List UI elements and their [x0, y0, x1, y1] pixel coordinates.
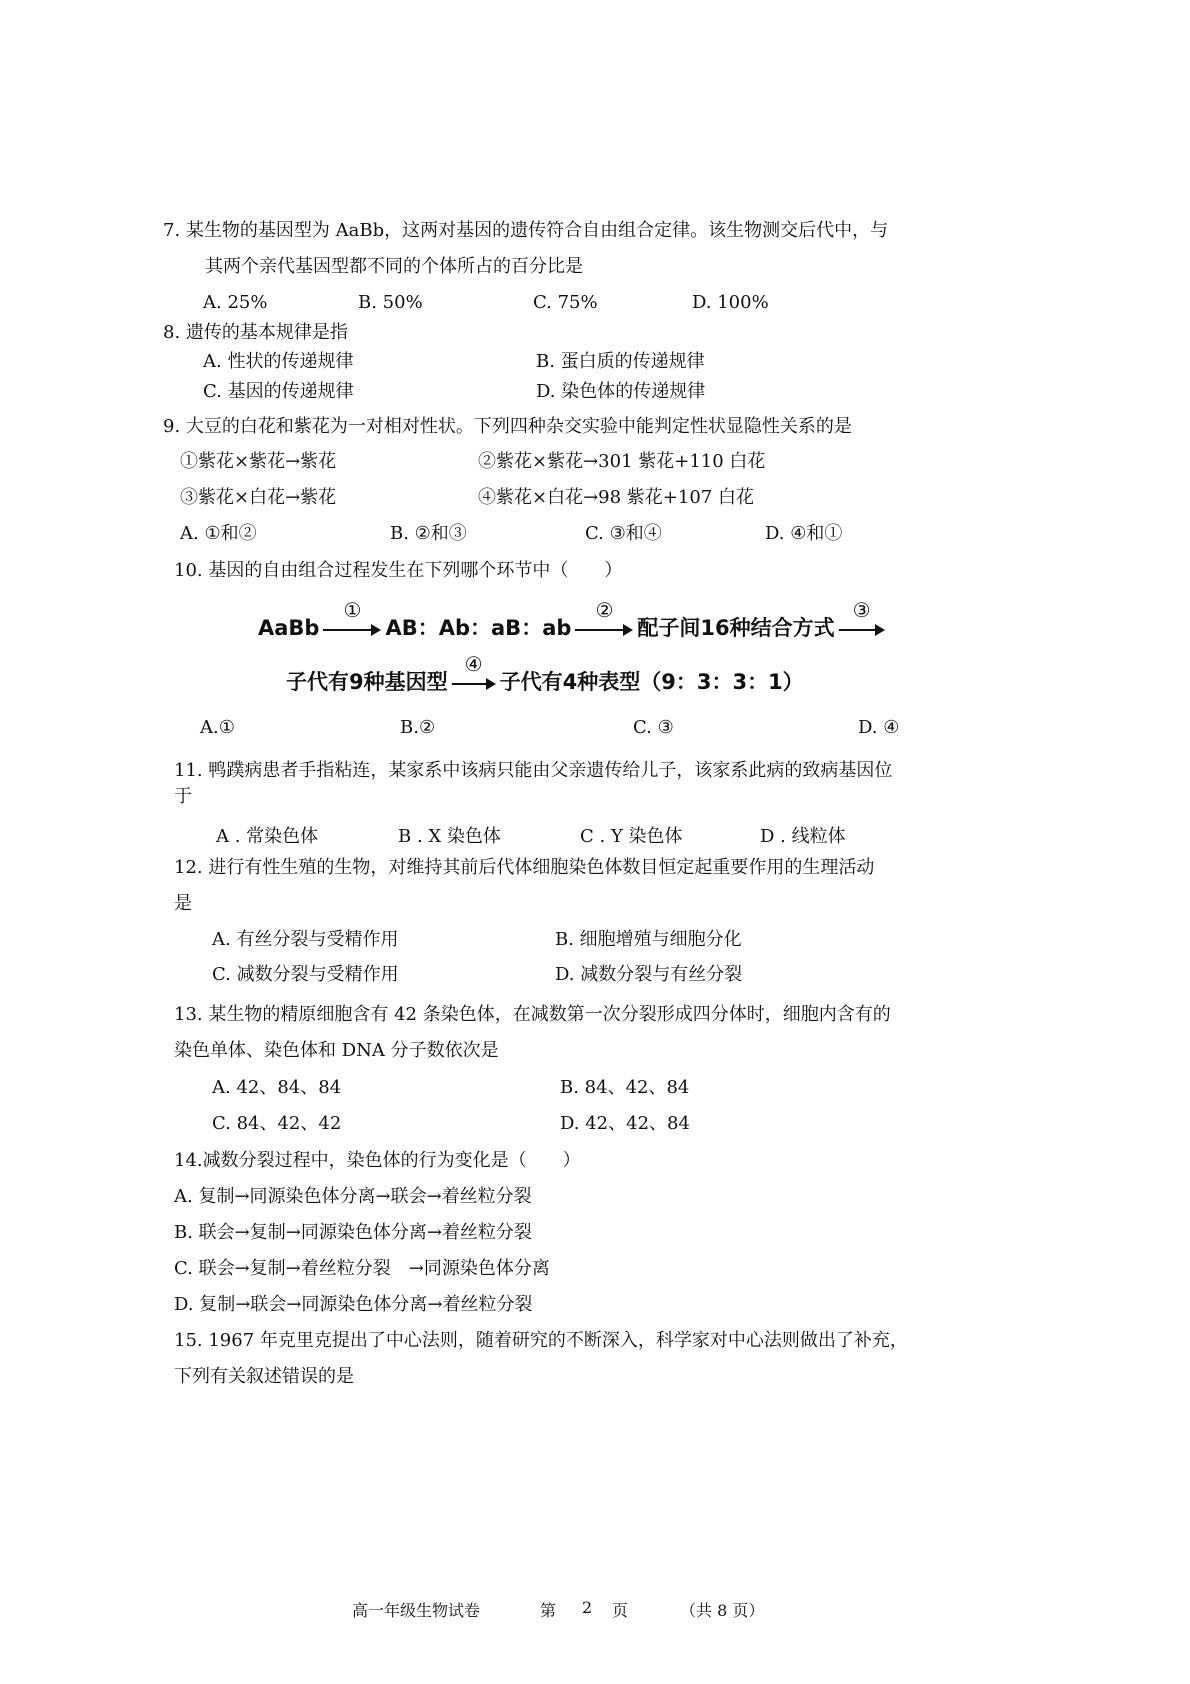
- step-1-label: ①: [343, 598, 362, 622]
- q7-option-d: D. 100%: [692, 292, 769, 313]
- step-3-label: ③: [852, 598, 871, 622]
- q9-option-d: D. ④和①: [765, 523, 843, 544]
- q9-experiment-4: ④紫花×白花→98 紫花+107 白花: [478, 487, 754, 508]
- q13-stem-line2: 染色单体、染色体和 DNA 分子数依次是: [174, 1040, 499, 1061]
- step-4-label: ④: [464, 652, 483, 676]
- q9-option-a: A. ①和②: [180, 523, 257, 544]
- q10-option-b: B.②: [400, 717, 436, 738]
- q8-option-b: B. 蛋白质的传递规律: [536, 351, 705, 372]
- q11-stem-line1: 11. 鸭蹼病患者手指粘连，某家系中该病只能由父亲遗传给儿子，该家系此病的致病基因位: [174, 760, 893, 781]
- q15-stem-line1: 15. 1967 年克里克提出了中心法则，随着研究的不断深入，科学家对中心法则做出了补充，: [174, 1330, 908, 1351]
- q11-option-d: D . 线粒体: [760, 826, 846, 847]
- q9-experiment-3: ③紫花×白花→紫花: [180, 487, 337, 508]
- q7-option-c: C. 75%: [533, 292, 598, 313]
- q12-stem-line1: 12. 进行有性生殖的生物，对维持其前后代体细胞染色体数目恒定起重要作用的生理活动: [174, 857, 875, 878]
- footer-page-suffix: 页: [612, 1601, 629, 1620]
- q7-option-a: A. 25%: [203, 292, 268, 313]
- q11-stem-line2: 于: [174, 786, 192, 807]
- q8-stem: 8. 遗传的基本规律是指: [163, 322, 348, 343]
- q12-option-d: D. 减数分裂与有丝分裂: [555, 964, 743, 985]
- flow-genotypes: 子代有9种基因型: [286, 670, 448, 694]
- q13-option-b: B. 84、42、84: [560, 1077, 690, 1098]
- step-2-label: ②: [595, 598, 614, 622]
- arrow-step-4: [452, 652, 496, 694]
- q13-option-d: D. 42、42、84: [560, 1113, 690, 1134]
- q12-option-a: A. 有丝分裂与受精作用: [212, 929, 399, 950]
- q11-option-a: A . 常染色体: [216, 826, 319, 847]
- q12-option-c: C. 减数分裂与受精作用: [212, 964, 399, 985]
- q14-option-c: C. 联会→复制→着丝粒分裂 →同源染色体分离: [174, 1258, 550, 1279]
- flow-genotype-aabb: AaBb: [258, 616, 320, 640]
- q11-option-b: B . X 染色体: [398, 826, 501, 847]
- flow-gametes: AB：Ab：aB：ab: [385, 616, 572, 640]
- q7-stem-line2: 其两个亲代基因型都不同的个体所占的百分比是: [205, 256, 583, 277]
- q10-flow-row2: [286, 652, 804, 696]
- flow-phenotypes: 子代有4种表型（9：3：3：1）: [499, 670, 804, 694]
- q13-stem-line1: 13. 某生物的精原细胞含有 42 条染色体，在减数第一次分裂形成四分体时，细胞内含有的: [174, 1004, 891, 1025]
- q9-experiment-2: ②紫花×紫花→301 紫花+110 白花: [478, 451, 766, 472]
- q13-option-a: A. 42、84、84: [212, 1077, 342, 1098]
- q10-option-a: A.①: [200, 717, 235, 738]
- q14-option-b: B. 联会→复制→同源染色体分离→着丝粒分裂: [174, 1222, 532, 1243]
- q14-option-a: A. 复制→同源染色体分离→联会→着丝粒分裂: [174, 1186, 532, 1207]
- q8-option-d: D. 染色体的传递规律: [536, 381, 706, 402]
- q10-option-d: D. ④: [858, 717, 900, 738]
- q10-flow-row1: [258, 598, 889, 642]
- q13-option-c: C. 84、42、42: [212, 1113, 342, 1134]
- q12-stem-line2: 是: [174, 893, 192, 914]
- q10-option-c: C. ③: [633, 717, 674, 738]
- q14-option-d: D. 复制→联会→同源染色体分离→着丝粒分裂: [174, 1294, 533, 1315]
- q11-option-c: C . Y 染色体: [580, 826, 683, 847]
- q14-stem: 14.减数分裂过程中，染色体的行为变化是（ ）: [174, 1150, 581, 1171]
- q10-stem: 10. 基因的自由组合过程发生在下列哪个环节中（ ）: [174, 560, 623, 581]
- q8-option-a: A. 性状的传递规律: [203, 351, 354, 372]
- flow-combinations: 配子间16种结合方式: [637, 616, 835, 640]
- footer-page-number: 2: [582, 1598, 593, 1617]
- q15-stem-line2: 下列有关叙述错误的是: [174, 1366, 354, 1387]
- footer-total-pages: （共 8 页）: [680, 1601, 765, 1620]
- q9-stem: 9. 大豆的白花和紫花为一对相对性状。下列四种杂交实验中能判定性状显隐性关系的是: [163, 416, 852, 437]
- footer-exam-title: 高一年级生物试卷: [352, 1601, 481, 1620]
- arrow-step-1: [323, 598, 381, 640]
- q12-option-b: B. 细胞增殖与细胞分化: [555, 929, 742, 950]
- q9-experiment-1: ①紫花×紫花→紫花: [180, 451, 337, 472]
- q9-option-c: C. ③和④: [585, 523, 662, 544]
- footer-page-prefix: 第: [540, 1601, 557, 1620]
- q7-stem-line1: 7. 某生物的基因型为 AaBb，这两对基因的遗传符合自由组合定律。该生物测交后代中，与: [163, 220, 889, 241]
- q9-option-b: B. ②和③: [390, 523, 467, 544]
- arrow-step-2: [575, 598, 633, 640]
- arrow-step-3: [839, 598, 885, 640]
- q7-option-b: B. 50%: [358, 292, 423, 313]
- q8-option-c: C. 基因的传递规律: [203, 381, 354, 402]
